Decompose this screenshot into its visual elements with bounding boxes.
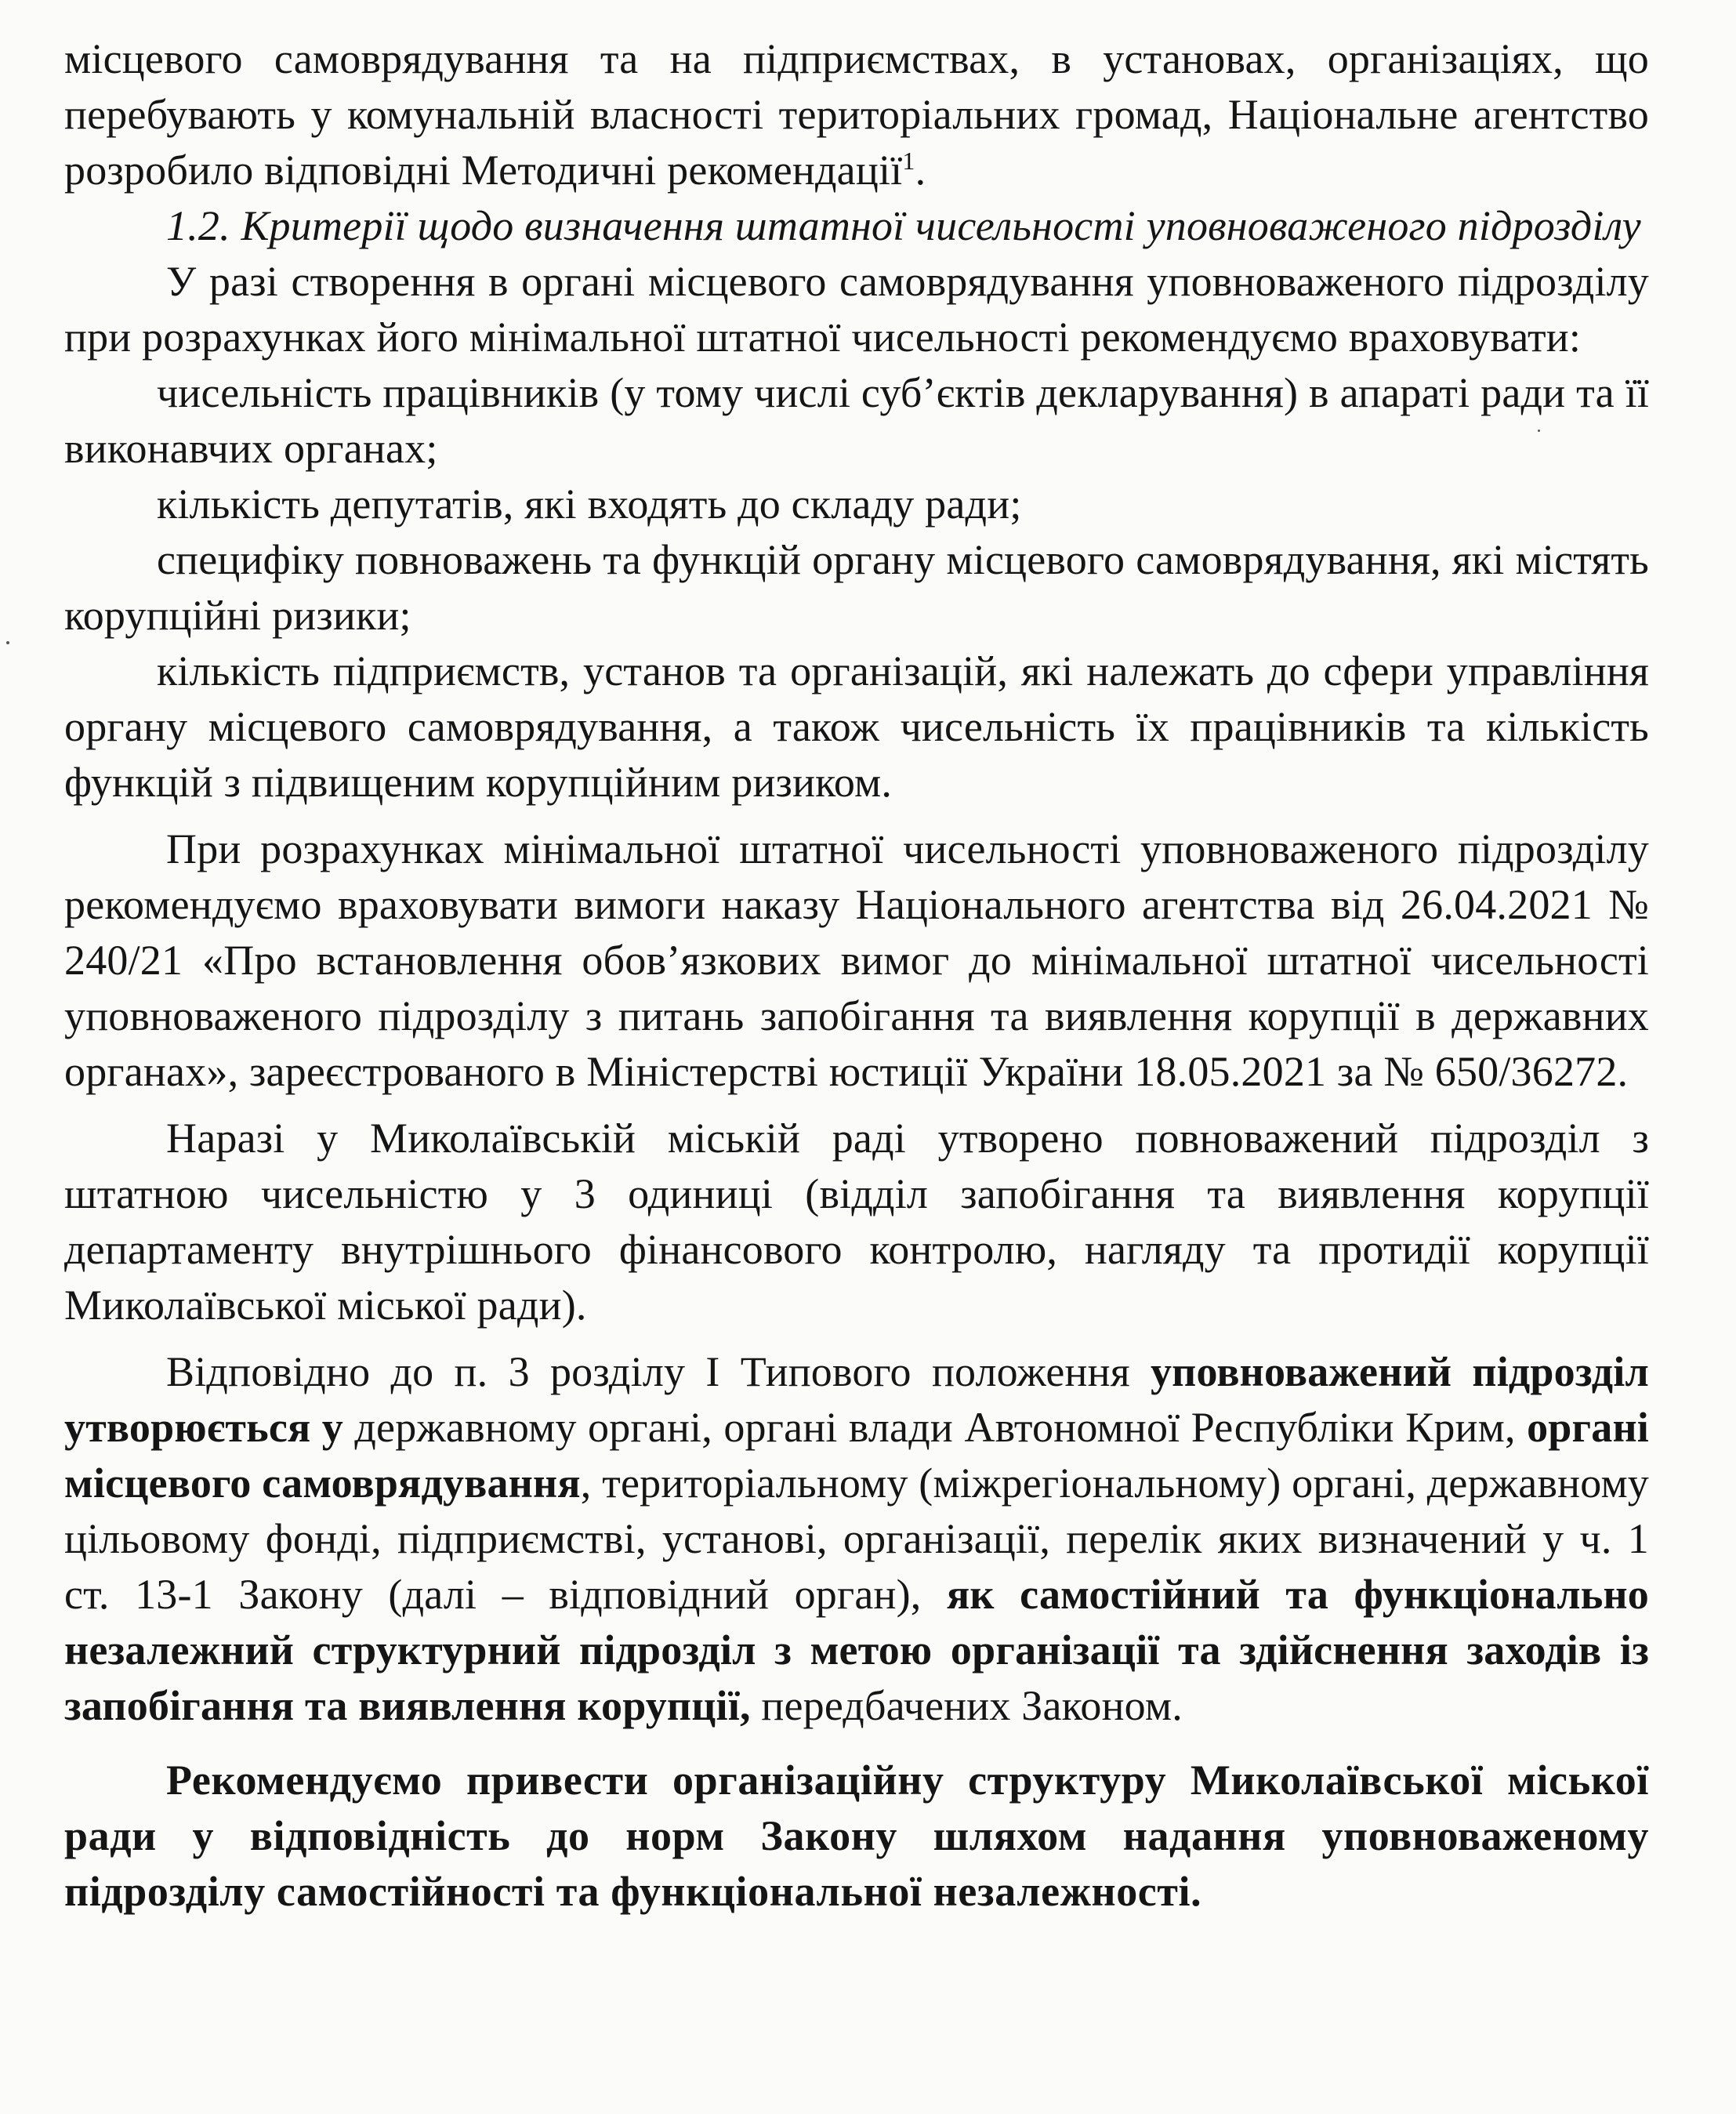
paragraph-recommendation: Рекомендуємо привести організаційну структуру Миколаївської міської ради у відповідність до норм Закону шляхом надання уповноваженому підрозділу самостійності та функціональної незалежності.: [64, 1757, 1649, 1915]
paragraph-order: При розрахунках мінімальної штатної чисельності уповноваженого підрозділу рекомендуємо враховувати вимоги наказу Національного агентства від 26.04.2021 № 240/21 «Про встановлення обов’язкових вимог до мінімальної штатної чисельності уповноваженого підрозділу з питань запобігання та виявлення корупції в державних органах», зареєстрованого в Міністерстві юстиції України 18.05.2021 за № 650/36272.: [64, 825, 1649, 1095]
p5-bold-3: як самостійний та функціонально незалежний структурний підрозділ з метою організації та здійснення заходів із запобігання та виявлення корупції,: [64, 1571, 1649, 1729]
list-item: кількість підприємств, установ та організацій, які належать до сфери управління органу місцевого самоврядування, а також чисельність їх працівників та кількість функцій з підвищеним корупційним ризиком.: [64, 647, 1649, 806]
paragraph-typical-provision: [64, 1344, 1649, 1734]
paragraph-criteria-intro: У разі створення в органі місцевого самоврядування уповноваженого підрозділу при розрахунках його мінімальної штатної чисельності рекомендуємо враховувати:: [64, 258, 1649, 361]
p5-text-2: державному органі, органі влади Автономної Республіки Крим,: [343, 1404, 1528, 1451]
document-body: [64, 31, 1649, 1920]
paragraph-intro: [64, 31, 1649, 198]
p5-text-3: , територіальному (міжрегіональному) органі, державному цільовому фонді, підприємстві, установі, організації, перелік яких визначений у ч. 1 ст. 13-1 Закону (далі – відповідний орган),: [64, 1459, 1650, 1618]
footnote-ref: 1: [902, 147, 915, 175]
p5-text-4: передбачених Законом.: [750, 1682, 1183, 1729]
paragraph-intro-end: .: [915, 147, 926, 194]
p5-bold-1: уповноважений підрозділ утворюється у: [64, 1348, 1649, 1451]
p5-bold-2: органі місцевого самоврядування: [64, 1404, 1649, 1507]
paragraph-intro-text: місцевого самоврядування та на підприємствах, в установах, організаціях, що перебувають у комунальній власності територіальних громад, Національне агентство розробило відповідні Методичні рекомендації: [64, 35, 1649, 194]
p5-text-1: Відповідно до п. 3 розділу І Типового положення: [166, 1348, 1151, 1395]
list-item: специфіку повноважень та функцій органу місцевого самоврядування, які містять корупційні ризики;: [64, 536, 1649, 639]
section-heading: 1.2. Критерії щодо визначення штатної чисельності уповноваженого підрозділу: [166, 202, 1641, 249]
paragraph-current-unit: Наразі у Миколаївській міській раді утворено повноважений підрозділ з штатною чисельністю у 3 одиниці (відділ запобігання та виявлення корупції департаменту внутрішнього фінансового контролю, нагляду та протидії корупції Миколаївської міської ради).: [64, 1115, 1649, 1329]
list-item: чисельність працівників (у тому числі суб’єктів декларування) в апараті ради та її виконавчих органах;: [64, 369, 1649, 472]
scan-dot: [6, 641, 9, 644]
list-item: кількість депутатів, які входять до складу ради;: [157, 480, 1022, 528]
